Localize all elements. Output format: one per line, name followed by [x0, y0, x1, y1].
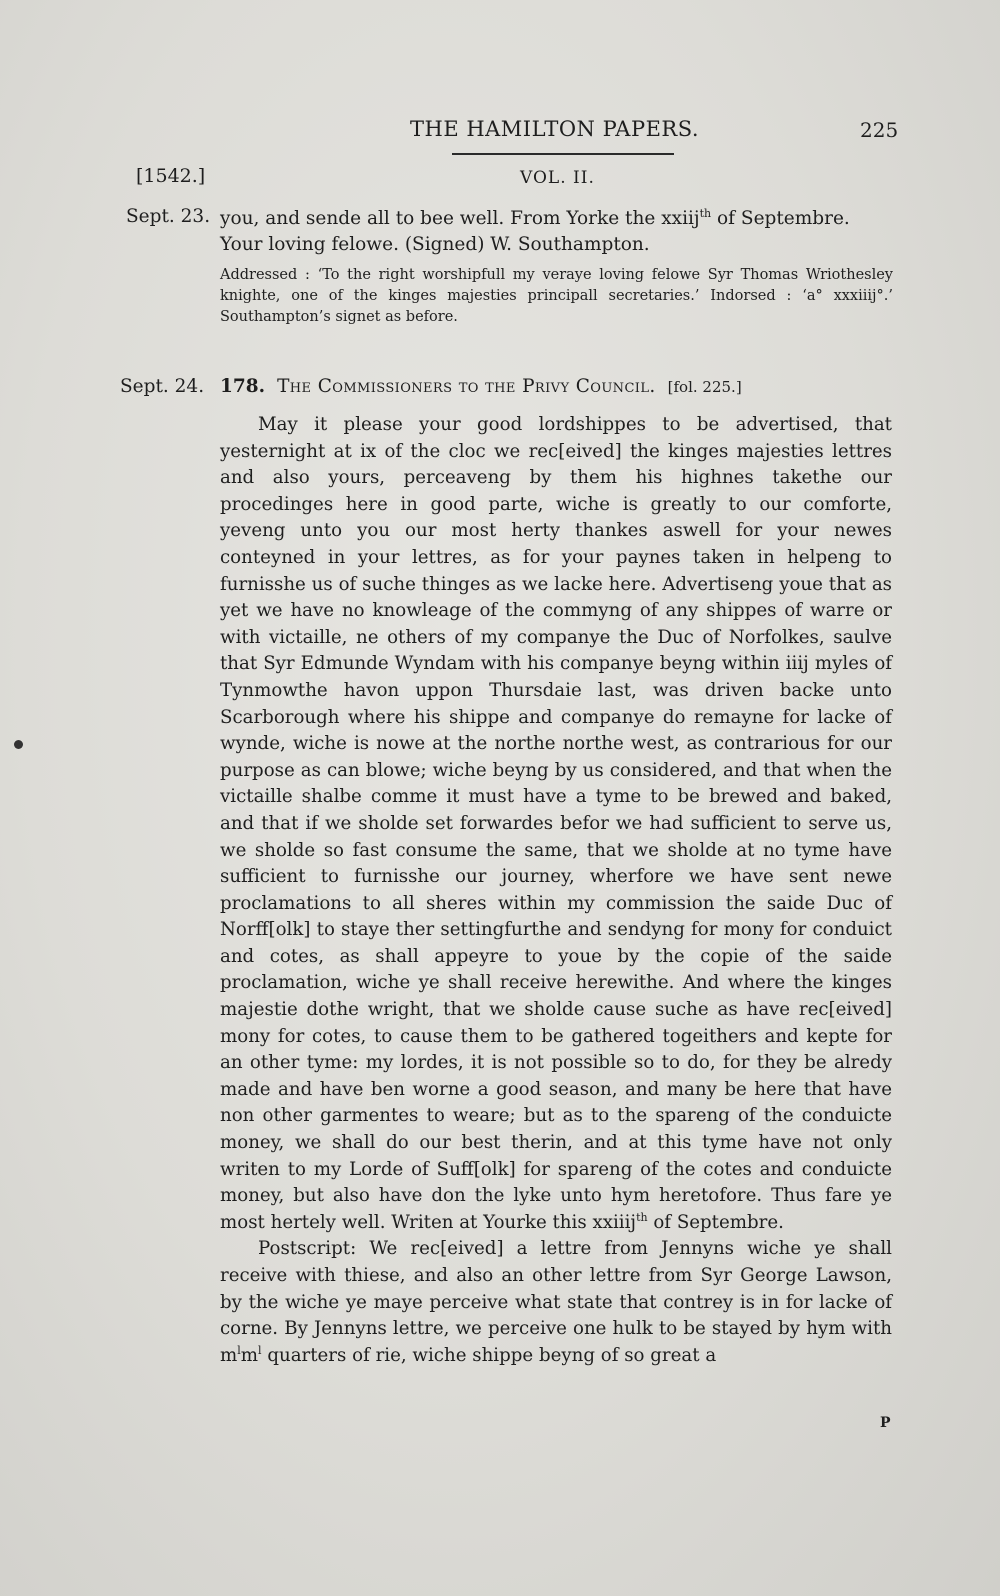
entry-title: The Commissioners to the Privy Council. [277, 376, 656, 397]
prev-letter-line-1 [220, 206, 850, 232]
entry-number: 178. [220, 376, 266, 397]
prev-line1-end: of Septembre. [711, 208, 850, 229]
addressed-note: Addressed : ‘To the right worshipfull my veraye loving felowe Syr Thomas Wriothesley knighte, one of the kinges majesties principall secretaries.’ Indorsed : ‘a° xxxiiij°.’ Southampton’s signet as before. [220, 267, 893, 325]
paragraph1-text: May it please your good lordshippes to be advertised, that yesternight at ix of the cloc we rec[eived] the kinges majesties lettres and also yours, perceaveng by them his highnes takethe our procedinges here in good parte, wiche is greatly to our comforte, yeveng unto you our most herty thankes aswell for your newes conteyned in your lettres, as for your paynes taken in helpeng to furnisshe us of suche thinges as we lacke here. Advertiseng youe that as yet we have no knowleage of the commyng of any shippes of warre or with victaille, ne others of my companye the Duc of Norfolkes, saulve that Syr Edmunde Wyndam with his companye beyng within iiij myles of Tynmowthe havon uppon Thursdaie last, was driven backe unto Scarborough where his shippe and companye do remayne for lacke of wynde, wiche is nowe at the northe northe west, as contrarious for our purpose as can blowe; wiche beyng by us considered, and that when the victaille shalbe comme it must have a tyme to be brewed and baked, and that if we sholde set forwardes befor we had sufficient to serve us, we sholde so fast consume the same, that we sholde at no tyme have sufficient to furnisshe our journey, wherfore we have sent newe proclamations to all sheres within my commission the saide Duc of Norff[olk] to staye ther settingfurthe and sendyng for mony for conduict and cotes, as shall appeyre to youe by the copie of the saide proclamation, wiche ye shall receive herewithe. And where the kinges majestie dothe wright, that we sholde cause suche as have rec[eived] mony for cotes, to cause them to be gathered togeithers and kepte for an other tyme: my lordes, it is not possible so to do, for they be alredy made and have ben worne a good season, and many be here that have non other garmentes to weare; but as to the spareng of the conduicte money, we shall do our best therin, and at this tyme have not only writen to my Lorde of Suff[olk] for spareng of the cotes and conduicte money, but also have don the lyke unto hym heretofore. Thus fare ye most hertely well. Writen at Yourke this xxiiij [220, 414, 892, 1233]
paragraph2-sup1: l [237, 1343, 241, 1357]
prev-line1-text: you, and sende all to bee well. From Yorke the xxiij [220, 208, 700, 229]
paragraph1-end: of Septembre. [647, 1211, 784, 1233]
page-number: 225 [860, 118, 899, 142]
margin-date-entry: Sept. 24. [120, 376, 205, 397]
running-title: THE HAMILTON PAPERS. [410, 117, 700, 141]
letter-paragraph-1 [220, 412, 892, 1236]
signature-mark: P [880, 1415, 891, 1431]
margin-dot [14, 740, 23, 749]
year-label: [1542.] [136, 165, 206, 187]
entry-heading [220, 376, 742, 397]
margin-date-prev: Sept. 23. [126, 206, 211, 227]
folio-reference: [fol. 225.] [667, 378, 742, 396]
letter-body [220, 412, 892, 1369]
prev-line1-sup: th [699, 206, 712, 220]
paragraph2-end: quarters of rie, wiche shippe beyng of so great a [261, 1344, 717, 1366]
prev-letter-line-2: Your loving felowe. (Signed) W. Southampton. [220, 234, 650, 255]
title-rule [452, 153, 674, 155]
paragraph2-sup2: l [258, 1343, 262, 1357]
paragraph2-mid: m [240, 1344, 259, 1366]
letter-paragraph-2 [220, 1236, 892, 1369]
paragraph2-text: Postscript: We rec[eived] a lettre from Jennyns wiche ye shall receive with thiese, and also an other lettre from Syr George Lawson, by the wiche ye maye perceive what state that contrey is in for lacke of corne. By Jennyns lettre, we perceive one hulk to be stayed by hym with m [220, 1238, 892, 1366]
volume-label: VOL. II. [520, 168, 595, 188]
paragraph1-sup: th [636, 1210, 648, 1224]
